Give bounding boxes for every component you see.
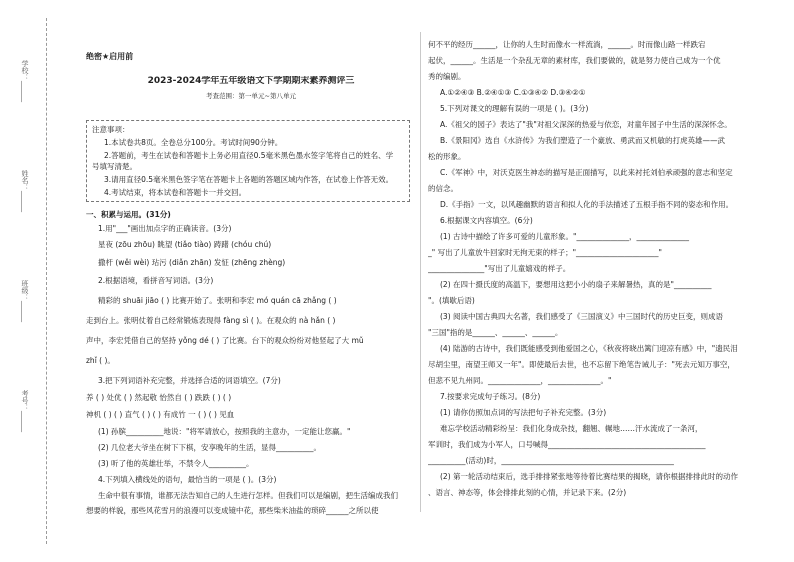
notice-item: 4.考试结束，将本试卷和答题卡一并交回。 [104,188,247,197]
question-2-line[interactable]: 精彩的 shuāi jiāo ( ) 比赛开始了。张明和李宏 mó quán cā zhǎng ( ) [98,296,337,305]
answer-options[interactable]: A.①②④③ B.②④①③ C.①③④② D.③④②① [440,88,586,97]
section-heading: 一、积累与运用。(31分) [86,210,171,219]
question-2-line[interactable]: 声中，李宏凭借自己的坚持 yǒng dé ( ) 了比赛。台下的观众纷纷对他竖起了大 mǔ [86,336,364,345]
name-field[interactable]: 姓名：______ [21,170,29,212]
school-field[interactable]: 学校：______ [21,60,29,102]
question-3-sub[interactable]: (2) 几位老大爷坐在树下下棋，安享晚年的生活，显得__________。 [98,443,322,452]
fill-blank[interactable]: "三国"指的是______、______、______。 [428,328,563,337]
question-2: 2.根据语境，看拼音写词语。(3分) [98,276,214,285]
notice-box [86,120,410,202]
notice-item: 号填写清楚。 [92,162,137,171]
fill-blank[interactable]: (2) 在四十摄氏度的高温下，要想用这把小小的扇子来解暑热，真的是"__________ [440,280,712,289]
question-3-row[interactable]: 养 ( ) 处优 ( ) 然起敬 怡然自 ( ) 跌跌 ( ) ( ) [86,393,232,402]
question-7: 7.按要求完成句子练习。(8分) [440,392,541,401]
question-2-line[interactable]: zhǐ ( )。 [86,356,115,365]
right-line: 松的形象。 [428,152,466,161]
sentence-text: 难忘学校活动精彩纷呈：我们化身成杂技，翻翘、辗地……汗水流成了一条河， [440,424,703,433]
question-3: 3.把下列词语补充完整，并选择合适的词语填空。(7分) [98,376,281,385]
question-1-row[interactable]: 撒杆 (wěi wèi) 玷污 (diǎn zhān) 发怔 (zhēng zhèng) [98,258,286,267]
binding-dashed-line [46,18,47,544]
fill-blank[interactable]: "。(填歇后语) [428,296,475,305]
column-divider [420,32,421,512]
option-b[interactable]: B.《景阳冈》选自《水浒传》为我们塑造了一个豪放、勇武而又机敏的打虎英雄——武 [440,136,726,145]
option-a[interactable]: A.《祖父的园子》表达了"我"对祖父深深的热爱与依恋，对童年园子中生活的深深怀念。 [440,120,732,129]
option-c[interactable]: C.《军神》中，对沃克医生神态的描写是正面描写，以此来衬托刘伯承顽强的意志和坚定 [440,168,733,177]
exam-scope: 考查范围：第一单元~第八单元 [206,92,296,100]
question-5: 5.下列对课文的理解有误的一项是 ( )。(3分) [440,104,589,113]
right-line: 起伏，______。生活是一个杂乱无章的素材库，我们要做的，就是努力使自己成为一个优 [428,56,721,65]
question-4-text: 生命中很有事情，谁都无法告知自己的人生进行怎样。但我们可以是编剧，把生活编成我们 [98,491,398,500]
sentence-blank[interactable]: 军训时，我们成为小军人，口号喊得__________________________________________ [428,440,706,449]
right-line: 秀的编剧。 [428,72,466,81]
fill-blank[interactable]: (1) 古诗中描绘了许多可爱的儿童形象。"______________，______________ [440,232,689,241]
question-3-sub[interactable]: (3) 听了他的英雄壮举，不禁令人__________。 [98,459,254,468]
option-d[interactable]: D.《手指》一文，以风趣幽默的语言和拟人化的手法描述了五根手指不同的姿态和作用。 [440,200,734,209]
secret-label: 绝密★启用前 [86,52,134,61]
question-1-row[interactable]: 星夜 (zōu zhōu) 眺望 (tiǎo tiào) 踌躇 (chóu chú) [98,240,272,249]
sentence-blank[interactable]: __________(活动)时，______________________________________________ [428,456,674,465]
question-2-line[interactable]: 走到台上。张明仗着自己经常锻炼表现得 fàng sì ( )。在观众的 nà hǎn ( ) [86,316,336,325]
question-4: 4.下列填入横线处的语句，最恰当的一项是 ( )。(3分) [98,475,277,484]
question-7-text: 、语言、神态等，体会排排此刻的心情，并记录下来。(2分) [428,488,627,497]
question-7-sub: (2) 第一轮活动结束后，选手排排紧张地等待着比赛结果的揭晓，请你根据排排此时的动作 [440,472,739,481]
question-3-sub[interactable]: (1) 孙膑__________地说："将军请放心，按照我的主意办，一定能让您赢。" [98,427,351,436]
question-3-row[interactable]: 神机 ( ) ( ) 直气 ( ) ( ) 有成竹 一 ( ) ( ) 见血 [86,410,235,419]
fill-blank[interactable]: _______________"写出了儿童嬉戏的样子。 [428,264,571,273]
fill-blank[interactable]: 尽胡尘里，南望王师又一年"。即使最后去世，也不忘留下绝笔告诫儿子："死去元知万事空， [428,360,735,369]
right-line: 何不平的经历______，让你的人生时而像水一样流淌，______。时而像山路一样跌宕 [428,40,706,49]
exam-number-field[interactable]: 考号：______ [21,390,29,432]
question-7-sub: (1) 请你仿照加点词的写法把句子补充完整。(3分) [440,408,607,417]
notice-heading: 注意事项： [92,125,130,134]
right-line: 的信念。 [428,184,458,193]
fill-blank[interactable]: (3) 阅读中国古典四大名著，我们感受了《三国演义》中三国时代的历史巨变，则成语 [440,312,724,321]
fill-blank[interactable]: (4) 陆游的古诗中，我们既能感受到他爱国之心，《秋夜将晓出篱门迎凉有感》中，"遗民泪 [440,344,738,353]
class-field[interactable]: 班级：______ [21,280,29,322]
fill-blank[interactable]: _" 写出了儿童放牛回家时无拘无束的样子；"______________________" [428,248,662,257]
question-1: 1.用"___"画出加点字的正确读音。(3分) [98,224,232,233]
notice-item: 1.本试卷共8页。全卷总分100分。考试时间90分钟。 [104,138,283,147]
binding-margin [0,0,64,562]
question-6: 6.根据课文内容填空。(6分) [440,216,533,225]
question-4-text: 想要的样貌，那些风花雪月的浪漫可以变成镜中花，那些柴米油盐的琐碎______之所以使 [86,506,379,515]
page-title: 2023-2024学年五年级语文下学期期末素养测评三 [147,76,355,86]
fill-blank[interactable]: 但悲不见九州同。______________，______________。" [428,376,612,385]
notice-item: 2.答题前，考生在试卷和答题卡上务必用直径0.5毫米黑色墨水签字笔将自己的姓名、学 [104,151,394,160]
notice-item: 3.请用直径0.5毫米黑色签字笔在答题卡上各题的答题区域内作答，在试卷上作答无效。 [104,175,394,184]
